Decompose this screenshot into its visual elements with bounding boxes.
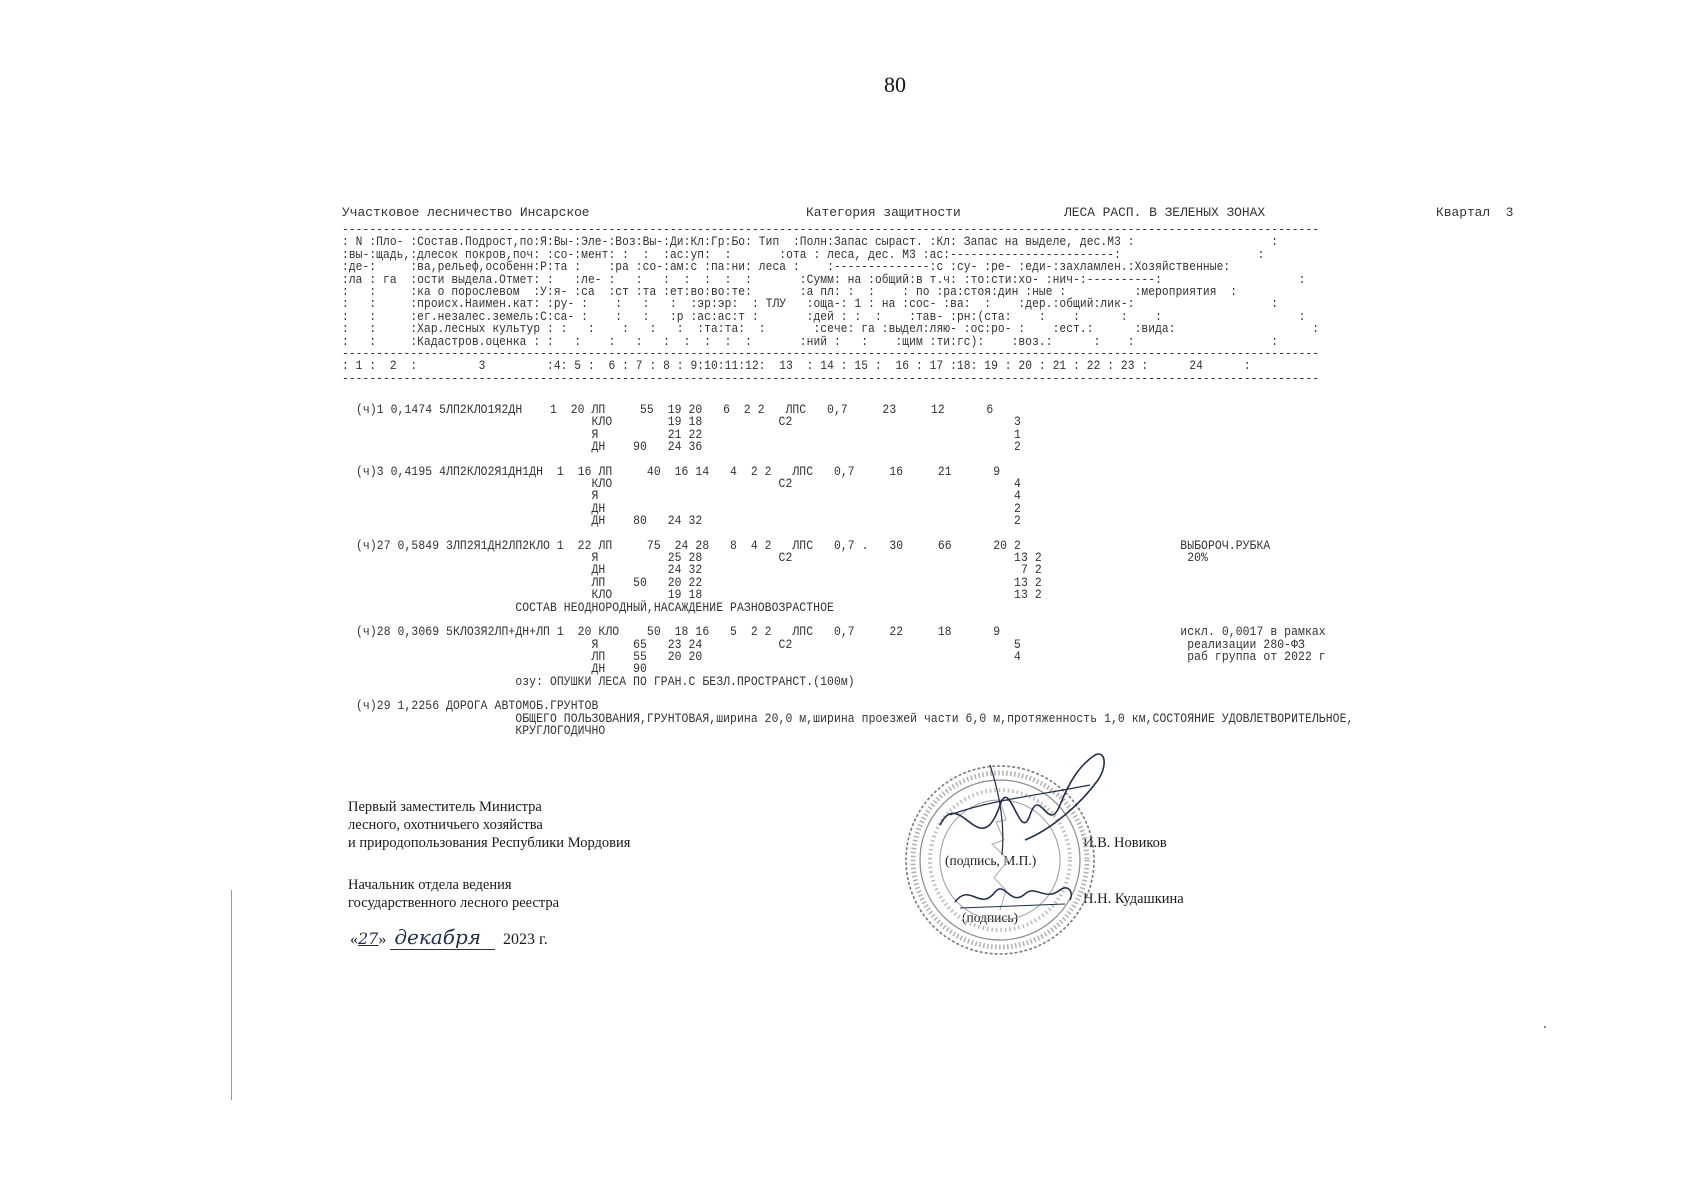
signature-novikov: [930, 745, 1120, 875]
table-row: (ч)3 0,4195 4ЛП2КЛО2Я1ДН1ДН 1 16 ЛП 40 16 14 4 2 2 ЛПС 0,7 16 21 9: [356, 463, 1001, 479]
table-row: ОБЩЕГО ПОЛЬЗОВАНИЯ,ГРУНТОВАЯ,ширина 20,0 м,ширина проезжей части 6,0 м,протяженность 1,0 км,СОСТОЯНИЕ УДОВЛЕТВОРИТЕЛЬНОЕ,: [356, 710, 1354, 726]
table-body: [356, 404, 1353, 737]
table-row: ДН 90: [356, 661, 647, 677]
table-header-line: : : :ка о порослевом :У:я- :са :ст :та :ет:во:во:те: :а пл: : : : по :ра:стоя:дин :ные : :мероприятия :: [342, 284, 1238, 300]
table-row: ДН 2: [356, 500, 1021, 516]
date-month: декабря: [390, 925, 495, 950]
page-number: 80: [884, 72, 906, 97]
table-row: ДН 80 24 32 2: [356, 513, 1021, 529]
signature-kudashkina: [950, 872, 1080, 917]
official1-name: И.В. Новиков: [1083, 835, 1167, 851]
official1-title: Первый заместитель Министра лесного, охотничьего хозяйства и природопользования Республики Мордовия: [348, 799, 631, 851]
date-day: 27: [358, 929, 379, 948]
table-row: (ч)1 0,1474 5ЛП2КЛО1Я2ДН 1 20 ЛП 55 19 20 6 2 2 ЛПС 0,7 23 12 6: [356, 402, 994, 417]
table-row: Я 65 23 24 С2 5 реализации 280-ФЗ: [356, 636, 1305, 652]
table-row: озу: ОПУШКИ ЛЕСА ПО ГРАН.С БЕЗЛ.ПРОСТРАНСТ.(100м): [356, 673, 855, 689]
category-label: Категория защитности: [806, 205, 961, 220]
official2-title: Начальник отдела ведения государственного лесного реестра: [348, 877, 560, 911]
table-header-line: : : :происх.Наимен.кат: :ру- : : : : :эр:эр: : ТЛУ :оща-: 1 : на :сос- :ва: : :дер.:общий:лик-: :: [342, 296, 1279, 312]
quarter-number: Квартал 3: [1436, 205, 1514, 220]
table-header-line: : N :Пло- :Состав.Подрост,по:Я:Вы-:Эле-:Воз:Вы-:Ди:Кл:Гр:Бо: Тип :Полн:Запас сыраст. :Кл: Запас на выделе, дес.М3 : :: [342, 234, 1279, 250]
table-row: Я 4: [356, 488, 1021, 504]
official2-signature-caption: (подпись): [962, 910, 1019, 925]
table-row: КЛО С2 4: [356, 476, 1021, 492]
table-header-line: -----------------------------------------------------------------------------------------------------------------------------------------------: [342, 346, 1320, 362]
table-row: КЛО 19 18 С2 3: [356, 414, 1021, 430]
table-row: КЛО 19 18 13 2: [356, 587, 1042, 603]
table-row: Я 21 22 1: [356, 426, 1021, 442]
date-line: «27» декабря 2023 г.: [350, 925, 548, 949]
table-header-line: : 1 : 2 : 3 :4: 5 : 6 : 7 : 8 : 9:10:11:12: 13 : 14 : 15 : 16 : 17 :18: 19 : 20 : 21 : 22 : 23 : 24 :: [342, 358, 1251, 374]
table-row: (ч)29 1,2256 ДОРОГА АВТОМОБ.ГРУНТОВ: [356, 698, 599, 714]
table-header-line: : : :Хар.лесных культур : : : : : : :та:та: : :сече: га :выдел:ляю- :ос:ро- : :ест.: :вида: :: [342, 321, 1320, 337]
official2-name: Н.Н. Кудашкина: [1083, 891, 1184, 907]
table-row: (ч)28 0,3069 5КЛО3Я2ЛП+ДН+ЛП 1 20 КЛО 50 18 16 5 2 2 ЛПС 0,7 22 18 9 искл. 0,0017 в рамках: [356, 624, 1326, 640]
table-header-line: :вы-:щадь,:длесок покров,поч: :со-:мент: : : :ас:уп: : :ота : леса, дес. М3 :ас:------------------------: :: [342, 246, 1265, 262]
scan-edge-line: [231, 890, 232, 1100]
table-header: [342, 224, 1319, 385]
table-header-line: :ла : га :ости выдела.Отмет: : :ле- : : : : : : : :Сумм: на :общий:в т.ч: :то:сти:хо- :нич-:----------: :: [342, 271, 1306, 287]
table-row: ДН 24 32 7 2: [356, 562, 1042, 578]
table-row: Я 25 28 С2 13 2 20%: [356, 550, 1208, 566]
table-row: ДН 90 24 36 2: [356, 439, 1021, 455]
table-header-line: -----------------------------------------------------------------------------------------------------------------------------------------------: [342, 370, 1320, 386]
table-header-line: : : :Кадастров.оценка : : : : : : : : : : :ний : : :щим :ти:гс): :воз.: : : :: [342, 333, 1279, 349]
table-row: (ч)27 0,5849 3ЛП2Я1ДН2ЛП2КЛО 1 22 ЛП 75 24 28 8 4 2 ЛПС 0,7 . 30 66 20 2 ВЫБОРОЧ.РУБКА: [356, 537, 1271, 553]
category-value: ЛЕСА РАСП. В ЗЕЛЕНЫХ ЗОНАХ: [1064, 205, 1266, 220]
scan-speck: [1544, 1026, 1546, 1028]
table-row: ЛП 50 20 22 13 2: [356, 574, 1042, 590]
table-header-line: :де-: :ва,рельеф,особенн:Р:та : :ра :со-:ам:с :па:ни: леса : :--------------:с :су- :ре- :еди-:захламлен.:Хозяйственные:: [342, 259, 1231, 275]
table-header-line: : : :ег.незалес.земель:С:са- : : : :р :ас:ас:т : :дей : : : :тав- :рн:(ста: : : : : :: [342, 308, 1306, 324]
table-row: КРУГЛОГОДИЧНО: [356, 722, 606, 738]
table-row: СОСТАВ НЕОДНОРОДНЫЙ,НАСАЖДЕНИЕ РАЗНОВОЗРАСТНОЕ: [356, 599, 834, 615]
official1-signature-caption: (подпись, М.П.): [945, 853, 1037, 868]
forestry-name: Участковое лесничество Инсарское: [342, 205, 590, 220]
table-row: ЛП 55 20 20 4 раб группа от 2022 г: [356, 648, 1326, 664]
table-header-line: -----------------------------------------------------------------------------------------------------------------------------------------------: [342, 222, 1320, 237]
date-year: 2023 г.: [503, 931, 548, 948]
